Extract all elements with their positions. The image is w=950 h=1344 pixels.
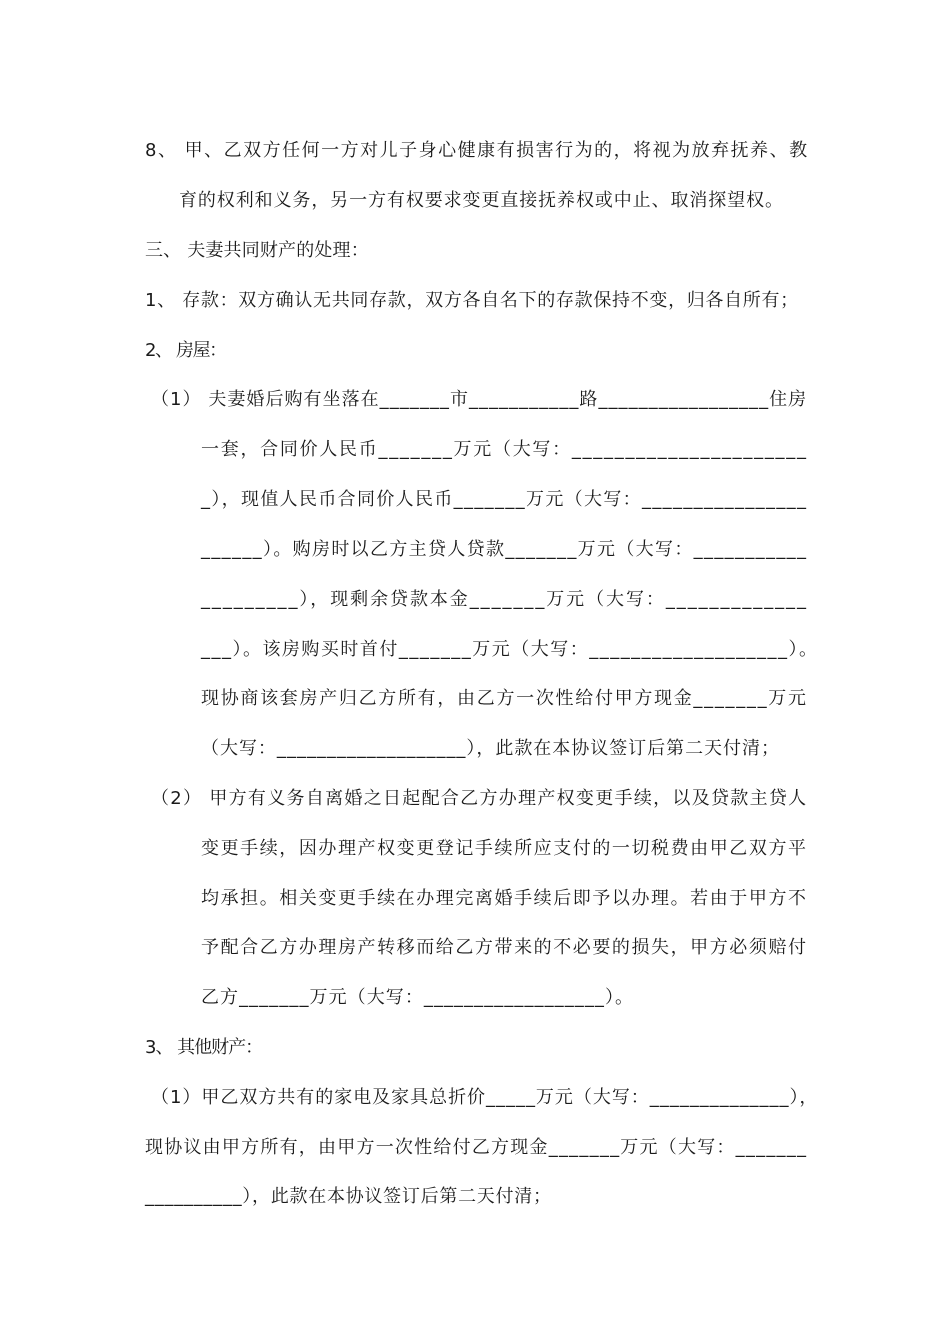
text-line: ______）。购房时以乙方主贷人贷款_______万元（大写：___________	[201, 539, 808, 560]
text-line: 1、 存款：双方确认无共同存款，双方各自名下的存款保持不变，归各自所有；	[145, 290, 799, 311]
text-line: 2、 房屋：	[145, 340, 226, 361]
text-line: ___）。该房购买时首付_______万元（大写：___________________）。	[201, 639, 819, 660]
text-line: 变更手续，因办理产权变更登记手续所应支付的一切税费由甲乙双方平	[201, 838, 808, 859]
text-line: 乙方_______万元（大写：__________________）。	[201, 987, 635, 1008]
text-line: 一套，合同价人民币_______万元（大写：______________________	[201, 439, 808, 460]
text-line: 现协议由甲方所有，由甲方一次性给付乙方现金_______万元（大写：_______	[145, 1137, 808, 1158]
text-line: 8、 甲、乙双方任何一方对儿子身心健康有损害行为的，将视为放弃抚养、教	[145, 140, 809, 161]
section-heading: 三、 夫妻共同财产的处理：	[145, 240, 369, 261]
text-line: _________），现剩余贷款本金_______万元（大写：_____________	[201, 589, 808, 610]
text-line: 育的权利和义务，另一方有权要求变更直接抚养权或中止、取消探望权。	[179, 190, 784, 211]
text-line: （1） 夫妻婚后购有坐落在_______市___________路_________________住房	[151, 389, 808, 410]
text-line: __________），此款在本协议签订后第二天付清；	[145, 1186, 552, 1207]
text-line: （2） 甲方有义务自离婚之日起配合乙方办理产权变更手续，以及贷款主贷人	[151, 788, 808, 809]
text-line: 现协商该套房产归乙方所有，由乙方一次性给付甲方现金_______万元	[201, 688, 808, 709]
text-line: 予配合乙方办理房产转移而给乙方带来的不必要的损失，甲方必须赔付	[201, 937, 808, 958]
text-line: （1）甲乙双方共有的家电及家具总折价_____万元（大写：______________），	[151, 1087, 819, 1108]
section-heading: 3、 其他财产：	[145, 1037, 263, 1058]
text-line: 均承担。相关变更手续在办理完离婚手续后即予以办理。若由于甲方不	[201, 888, 808, 909]
text-line: （大写：___________________），此款在本协议签订后第二天付清；	[201, 738, 780, 759]
text-line: _），现值人民币合同价人民币_______万元（大写：________________	[201, 489, 808, 510]
